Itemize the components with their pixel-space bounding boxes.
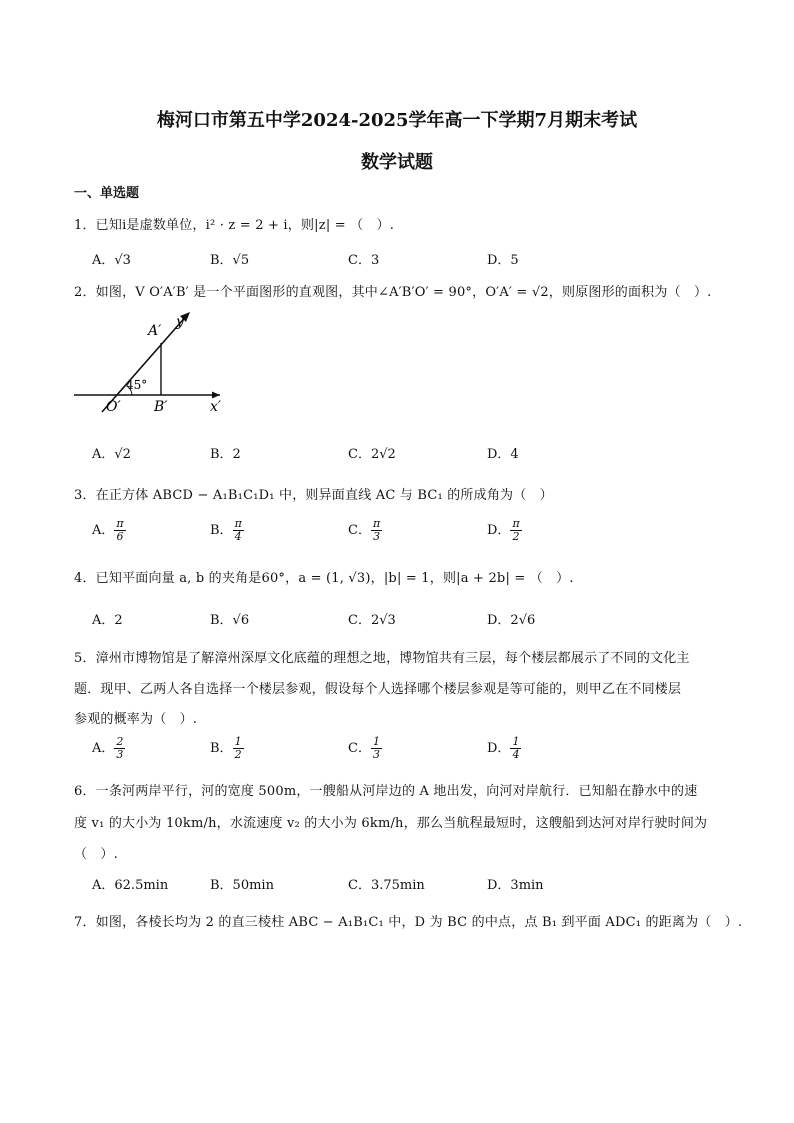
question-5-line-1: 5．漳州市博物馆是了解漳州深厚文化底蕴的理想之地，博物馆共有三层，每个楼层都展示了不同的文化主 bbox=[74, 651, 690, 666]
denominator: 4 bbox=[512, 748, 520, 761]
denominator: 3 bbox=[372, 748, 380, 761]
option-b bbox=[210, 518, 244, 543]
option-b bbox=[210, 736, 244, 761]
question-6-line-3: （ ）. bbox=[74, 847, 118, 862]
option-c: C．3 bbox=[348, 253, 380, 268]
option-letter: B． bbox=[210, 523, 233, 538]
oblique-projection-figure bbox=[72, 308, 237, 416]
section-heading: 一、单选题 bbox=[74, 186, 140, 201]
numerator: π bbox=[116, 517, 124, 530]
fraction bbox=[114, 518, 125, 543]
option-b: B．√6 bbox=[210, 613, 250, 628]
question-5-line-3: 参观的概率为（ ）. bbox=[74, 712, 198, 727]
option-c: C．2√3 bbox=[348, 613, 396, 628]
option-c bbox=[348, 736, 382, 761]
label-y-prime: y′ bbox=[176, 314, 188, 330]
option-a bbox=[92, 736, 125, 761]
numerator: 1 bbox=[512, 735, 520, 748]
label-b-prime: B′ bbox=[154, 399, 168, 415]
question-3: 3．在正方体 ABCD − A₁B₁C₁D₁ 中，则异面直线 AC 与 BC₁ 的所成角为（ ） bbox=[74, 488, 553, 503]
fraction bbox=[371, 736, 382, 761]
fraction bbox=[114, 736, 125, 761]
fraction bbox=[510, 736, 521, 761]
option-a: A．√2 bbox=[92, 447, 131, 462]
numerator: π bbox=[512, 517, 520, 530]
label-a-prime: A′ bbox=[148, 323, 162, 339]
numerator: 1 bbox=[234, 735, 242, 748]
option-a bbox=[92, 518, 126, 543]
option-letter: A． bbox=[92, 741, 115, 756]
question-6-line-1: 6．一条河两岸平行，河的宽度 500m，一艘船从河岸边的 A 地出发，向河对岸航行．已知船在静水中的速 bbox=[74, 784, 698, 799]
x-axis-arrow bbox=[212, 392, 220, 399]
denominator: 2 bbox=[512, 530, 520, 543]
label-o-prime: O′ bbox=[106, 399, 121, 415]
fraction bbox=[233, 736, 244, 761]
exam-title: 梅河口市第五中学2024-2025学年高一下学期7月期末考试 bbox=[156, 110, 638, 131]
option-letter: C． bbox=[348, 523, 371, 538]
option-c: C．2√2 bbox=[348, 447, 396, 462]
question-4: 4．已知平面向量 a, b 的夹角是60°，a = (1, √3)，|b| = 1，则|a + 2b| = （ ）. bbox=[74, 571, 574, 586]
option-d: D．2√6 bbox=[487, 613, 536, 628]
denominator: 3 bbox=[373, 530, 381, 543]
option-c bbox=[348, 518, 382, 543]
numerator: π bbox=[234, 517, 242, 530]
option-letter: A． bbox=[92, 523, 115, 538]
option-b: B．2 bbox=[210, 447, 241, 462]
fraction bbox=[371, 518, 382, 543]
question-2: 2．如图，V O′A′B′ 是一个平面图形的直观图，其中∠A′B′O′ = 90°，O′A′ = √2，则原图形的面积为（ ）. bbox=[74, 285, 712, 300]
denominator: 4 bbox=[234, 530, 242, 543]
question-5-line-2: 题．现甲、乙两人各自选择一个楼层参观，假设每个人选择哪个楼层参观是等可能的，则甲乙在不同楼层 bbox=[74, 682, 682, 697]
fraction bbox=[510, 518, 521, 543]
option-a: A．√3 bbox=[92, 253, 131, 268]
option-d bbox=[487, 518, 522, 543]
option-d: D．4 bbox=[487, 447, 519, 462]
question-7: 7．如图，各棱长均为 2 的直三棱柱 ABC − A₁B₁C₁ 中，D 为 BC 的中点，点 B₁ 到平面 ADC₁ 的距离为（ ）. bbox=[74, 915, 743, 930]
fraction bbox=[233, 518, 244, 543]
exam-subtitle: 数学试题 bbox=[361, 152, 433, 173]
option-letter: D． bbox=[487, 523, 511, 538]
option-letter: D． bbox=[487, 741, 511, 756]
question-1: 1．已知i是虚数单位，i² · z = 2 + i，则|z| = （ ）. bbox=[74, 218, 395, 233]
option-c: C．3.75min bbox=[348, 878, 425, 893]
numerator: 1 bbox=[372, 735, 380, 748]
option-letter: C． bbox=[348, 741, 371, 756]
option-d: D．5 bbox=[487, 253, 519, 268]
option-d: D．3min bbox=[487, 878, 544, 893]
option-b: B．√5 bbox=[210, 253, 250, 268]
denominator: 3 bbox=[116, 748, 124, 761]
denominator: 2 bbox=[234, 748, 242, 761]
question-6-line-2: 度 v₁ 的大小为 10km/h，水流速度 v₂ 的大小为 6km/h，那么当航程最短时，这艘船到达河对岸行驶时间为 bbox=[74, 816, 708, 831]
option-letter: B． bbox=[210, 741, 233, 756]
option-a: A．2 bbox=[92, 613, 123, 628]
denominator: 6 bbox=[116, 530, 124, 543]
numerator: 2 bbox=[116, 735, 124, 748]
option-d bbox=[487, 736, 521, 761]
label-angle: 45° bbox=[126, 378, 148, 392]
option-a: A．62.5min bbox=[92, 878, 169, 893]
label-x-prime: x′ bbox=[210, 399, 222, 415]
option-b: B．50min bbox=[210, 878, 274, 893]
numerator: π bbox=[372, 517, 381, 530]
